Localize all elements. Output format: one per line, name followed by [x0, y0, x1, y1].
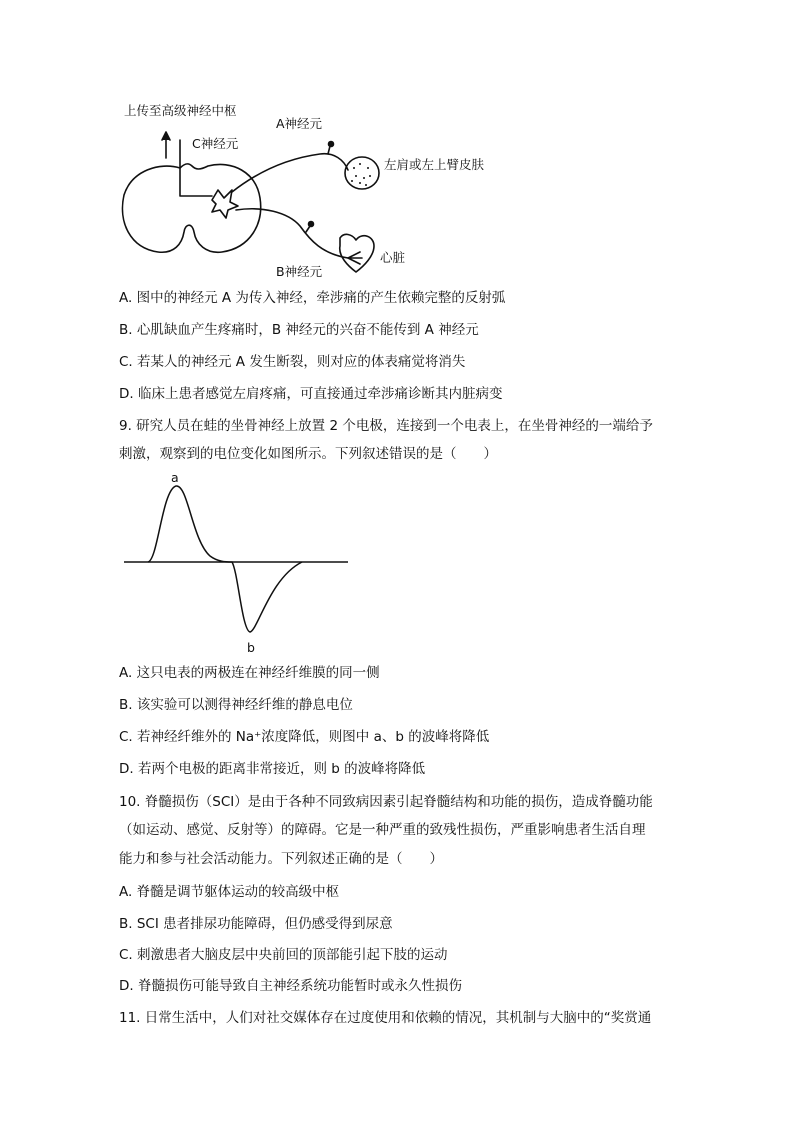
q8-option-c: C. 若某人的神经元 A 发生断裂，则对应的体表痛觉将消失: [119, 354, 466, 370]
q10-option-b: B. SCI 患者排尿功能障碍，但仍感受得到尿意: [119, 916, 393, 932]
q8-option-a: A. 图中的神经元 A 为传入神经，牵涉痛的产生依赖完整的反射弧: [119, 290, 506, 306]
q8-option-d: D. 临床上患者感觉左肩疼痛，可直接通过牵涉痛诊断其内脏病变: [119, 386, 503, 402]
waveform-curve: [148, 486, 302, 632]
q9-stem-line1: 9. 研究人员在蛙的坐骨神经上放置 2 个电极，连接到一个电表上，在坐骨神经的一端给予: [119, 418, 653, 434]
label-b-neuron: B神经元: [276, 264, 323, 279]
q9-option-b: B. 该实验可以测得神经纤维的静息电位: [119, 697, 353, 713]
q10-stem-line3: 能力和参与社会活动能力。下列叙述正确的是（ ）: [119, 851, 443, 867]
q10-option-d: D. 脊髓损伤可能导致自主神经系统功能暂时或永久性损伤: [119, 978, 462, 994]
potential-waveform: [0, 460, 794, 660]
label-upper-center: 上传至高级神经中枢: [124, 103, 237, 118]
peak-b-label: b: [247, 640, 255, 655]
q10-stem-line1: 10. 脊髓损伤（SCI）是由于各种不同致病因素引起脊髓结构和功能的损伤，造成脊髓功能: [119, 794, 653, 810]
q8-option-b: B. 心肌缺血产生疼痛时，B 神经元的兴奋不能传到 A 神经元: [119, 322, 479, 338]
spinal-cord-diagram: [0, 0, 794, 290]
q10-stem-line2: （如运动、感觉、反射等）的障碍。它是一种严重的致残性损伤，严重影响患者生活自理: [119, 822, 646, 838]
q9-stem-line2: 刺激，观察到的电位变化如图所示。下列叙述错误的是（ ）: [119, 446, 497, 462]
label-a-neuron: A神经元: [276, 116, 323, 131]
q9-option-a: A. 这只电表的两极连在神经纤维膜的同一侧: [119, 665, 380, 681]
q11-stem-line1: 11. 日常生活中，人们对社交媒体存在过度使用和依赖的情况，其机制与大脑中的“奖赏通: [119, 1010, 652, 1026]
label-c-neuron: C神经元: [192, 136, 239, 151]
peak-a-label: a: [171, 470, 179, 485]
label-heart: 心脏: [380, 250, 406, 265]
q10-option-c: C. 刺激患者大脑皮层中央前回的顶部能引起下肢的运动: [119, 947, 448, 963]
q10-option-a: A. 脊髓是调节躯体运动的较高级中枢: [119, 884, 340, 900]
spinal-cord-outline: [122, 164, 260, 252]
skin-receptor: [345, 157, 379, 189]
q9-option-c: C. 若神经纤维外的 Na⁺浓度降低，则图中 a、b 的波峰将降低: [119, 729, 490, 745]
label-skin: 左肩或左上臂皮肤: [384, 157, 485, 172]
neuron-body: [212, 190, 238, 218]
q9-option-d: D. 若两个电极的距离非常接近，则 b 的波峰将降低: [119, 761, 426, 777]
a-neuron-path: [232, 154, 348, 192]
